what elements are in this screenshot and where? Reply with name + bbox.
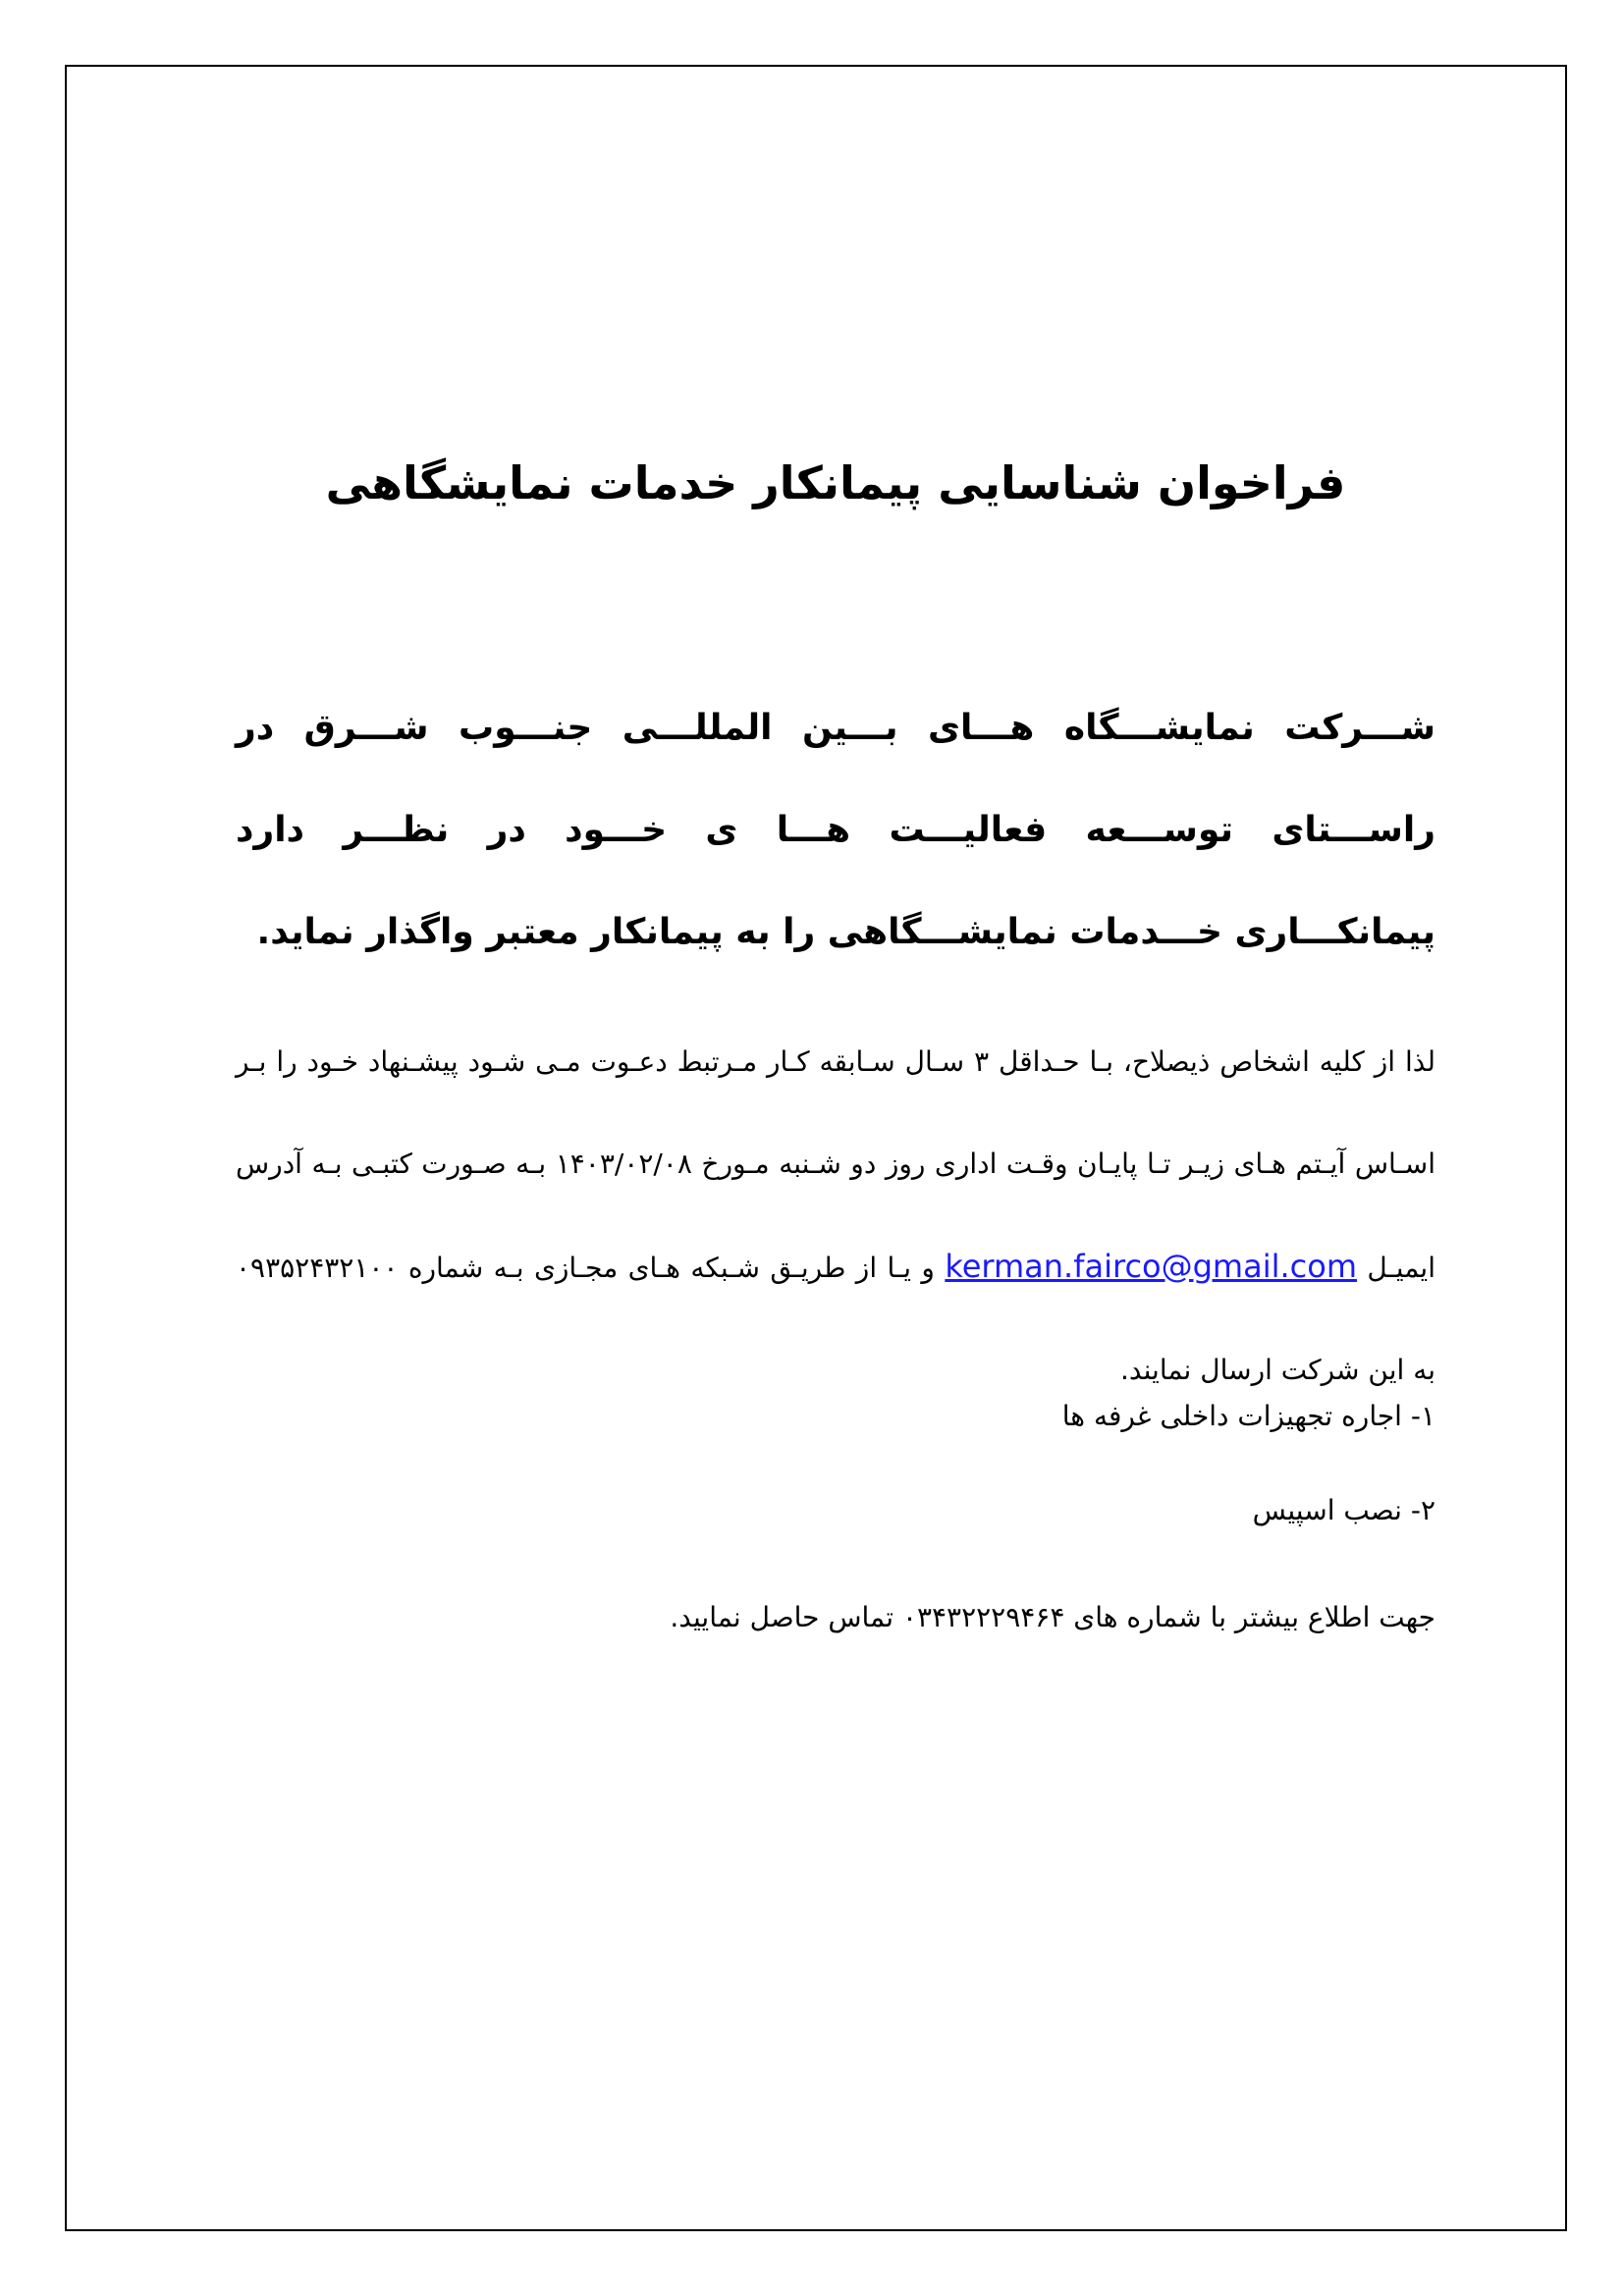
body-paragraph: [236, 1011, 1435, 1421]
list-item: ۲- نصب اسپیس: [1252, 1494, 1435, 1526]
contact-line: جهت اطلاع بیشتر با شماره های ۰۳۴۳۲۲۲۹۴۶۴ تماس حاصل نمایید.: [670, 1601, 1435, 1633]
body-text-before-email: لذا از کلیه اشخاص ذیصلاح، بـا حـداقل ۳ سـال سـابقه کـار مـرتبط دعـوت مـی شـود پیشـنهاد خـود را بـر اسـاس آیـتم هـای زیـر تـا پایـان وقـت اداری روز دو شـنبه مـورخ ۱۴۰۳/۰۲/۰۸ بـه صـورت کتبـی بـه آدرس ایمیـل: [236, 1045, 1436, 1284]
items-list: [236, 1369, 1435, 1558]
email-link[interactable]: kerman.fairco@gmail.com: [945, 1248, 1357, 1285]
document-title: فراخوان شناسایی پیمانکار خدمات نمایشگاهی: [325, 456, 1346, 509]
list-item: ۱- اجاره تجهیزات داخلی غرفه ها: [1061, 1400, 1435, 1432]
intro-paragraph: شـــرکت نمایشـــگاه هـــای بـــین المللـــی جنـــوب شـــرق در راســـتای توســـعه فعالیـــت هـــا ی خـــود در نظـــر دارد پیمانکـــاری خـــدمات نمایشـــگاهی را به پیمانکار معتبر واگذار نماید.: [236, 708, 1435, 952]
body-text-after-email: و یـا از طریـق شـبکه هـای مجـازی بـه شماره ۰۹۳۵۲۴۳۲۱۰۰ به این شرکت ارسال نمایند.: [236, 1252, 1435, 1386]
